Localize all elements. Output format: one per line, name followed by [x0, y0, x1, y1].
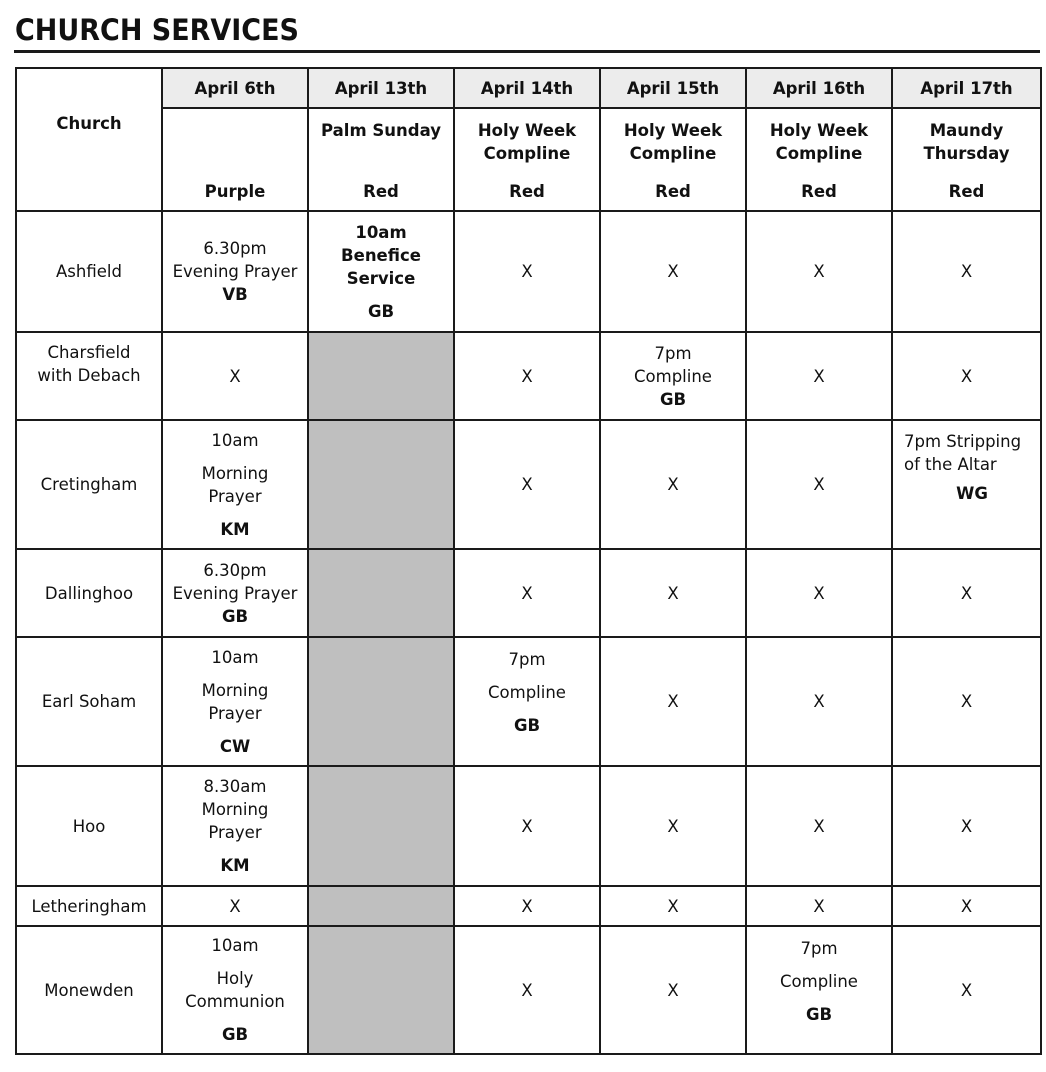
service-leader: GB [367, 301, 395, 321]
table-row [16, 637, 1041, 766]
church-column-header: Church [16, 68, 162, 211]
service-time: 7pm [508, 650, 546, 669]
service-time: 7pm Stripping of the Altar [904, 432, 1022, 474]
service-time: 10am [211, 430, 259, 450]
service-cell [162, 211, 308, 332]
service-time: 8.30am [203, 777, 267, 796]
shaded-cell [308, 420, 454, 549]
services-table [15, 67, 1042, 1055]
service-name: Holy Communion [185, 969, 285, 1011]
shaded-cell [308, 766, 454, 886]
service-leader: KM [220, 519, 250, 539]
liturgical-colour: Purple [204, 182, 266, 201]
church-name: Hoo [16, 766, 162, 886]
shaded-cell [308, 886, 454, 926]
service-time: 6.30pm [203, 239, 267, 258]
service-name: Evening Prayer [172, 262, 298, 281]
date-header-row [16, 68, 1041, 108]
church-name: Earl Soham [16, 637, 162, 766]
no-service-cell: X [162, 886, 308, 926]
service-leader: GB [805, 1005, 833, 1024]
service-leader: VB [222, 285, 248, 304]
service-leader: GB [221, 606, 249, 626]
service-leader: CW [219, 736, 251, 756]
service-name: Morning Prayer [201, 463, 269, 506]
occasion-name: Holy Week Compline [623, 121, 723, 163]
occasion-header [892, 108, 1041, 211]
church-name: Dallinghoo [16, 549, 162, 637]
church-name [16, 332, 162, 420]
occasion-header [746, 108, 892, 211]
date-header: April 6th [162, 68, 308, 108]
service-cell [162, 766, 308, 886]
table-row [16, 766, 1041, 886]
service-name: Morning Prayer [201, 680, 269, 723]
church-name-text: Charsfield with Debach [37, 343, 141, 385]
no-service-cell: X [454, 766, 600, 886]
service-cell [600, 332, 746, 420]
no-service-cell: X [600, 886, 746, 926]
service-cell [454, 637, 600, 766]
no-service-cell: X [746, 211, 892, 332]
shaded-cell [308, 332, 454, 420]
church-name: Cretingham [16, 420, 162, 549]
no-service-cell: X [892, 637, 1041, 766]
table-row [16, 420, 1041, 549]
date-header: April 17th [892, 68, 1041, 108]
no-service-cell: X [892, 886, 1041, 926]
no-service-cell: X [892, 926, 1041, 1054]
no-service-cell: X [892, 211, 1041, 332]
date-header: April 14th [454, 68, 600, 108]
no-service-cell: X [454, 332, 600, 420]
service-time: 6.30pm [203, 560, 267, 580]
liturgical-colour: Red [363, 182, 399, 201]
no-service-cell: X [454, 886, 600, 926]
service-name: Compline [634, 366, 712, 386]
date-header: April 13th [308, 68, 454, 108]
table-row [16, 549, 1041, 637]
occasion-header [454, 108, 600, 211]
service-name: Benefice Service [341, 245, 421, 288]
church-name: Letheringham [16, 886, 162, 926]
service-cell [162, 926, 308, 1054]
service-cell [162, 637, 308, 766]
shaded-cell [308, 926, 454, 1054]
service-leader: WG [956, 484, 988, 503]
no-service-cell: X [600, 549, 746, 637]
service-cell [308, 211, 454, 332]
no-service-cell: X [892, 332, 1041, 420]
date-header: April 16th [746, 68, 892, 108]
occasion-name: Palm Sunday [321, 121, 441, 140]
table-row [16, 926, 1041, 1054]
service-name: Compline [488, 683, 566, 702]
no-service-cell: X [454, 926, 600, 1054]
occasion-header [308, 108, 454, 211]
no-service-cell: X [600, 637, 746, 766]
service-leader: KM [220, 856, 250, 875]
page-title: CHURCH SERVICES [15, 13, 299, 47]
no-service-cell: X [162, 332, 308, 420]
occasion-name: Maundy Thursday [923, 121, 1010, 163]
date-header: April 15th [600, 68, 746, 108]
service-time: 7pm [800, 939, 838, 958]
title-underline [14, 50, 1040, 53]
liturgical-colour: Red [509, 182, 545, 201]
service-name: Compline [780, 972, 858, 991]
no-service-cell: X [600, 420, 746, 549]
no-service-cell: X [600, 766, 746, 886]
service-cell [746, 926, 892, 1054]
service-cell [162, 549, 308, 637]
table-row [16, 211, 1041, 332]
service-name: Morning Prayer [201, 800, 269, 842]
service-time: 10am [211, 647, 259, 667]
service-leader: GB [659, 389, 687, 409]
no-service-cell: X [746, 886, 892, 926]
no-service-cell: X [454, 549, 600, 637]
liturgical-colour: Red [655, 182, 691, 201]
service-leader: GB [513, 716, 541, 735]
shaded-cell [308, 549, 454, 637]
occasion-header [600, 108, 746, 211]
no-service-cell: X [892, 549, 1041, 637]
no-service-cell: X [600, 211, 746, 332]
shaded-cell [308, 637, 454, 766]
no-service-cell: X [746, 549, 892, 637]
no-service-cell: X [600, 926, 746, 1054]
no-service-cell: X [746, 637, 892, 766]
table-row [16, 332, 1041, 420]
service-time: 7pm [654, 343, 692, 363]
church-name: Ashfield [16, 211, 162, 332]
service-time: 10am [355, 222, 407, 242]
no-service-cell: X [746, 766, 892, 886]
service-name: Evening Prayer [172, 583, 298, 603]
no-service-cell: X [746, 420, 892, 549]
occasion-name: Holy Week Compline [769, 121, 869, 163]
occasion-header-row [16, 108, 1041, 211]
table-row [16, 886, 1041, 926]
church-name: Monewden [16, 926, 162, 1054]
service-time: 10am [211, 936, 259, 955]
no-service-cell: X [454, 211, 600, 332]
no-service-cell: X [454, 420, 600, 549]
no-service-cell: X [892, 766, 1041, 886]
occasion-name [163, 109, 307, 119]
occasion-name: Holy Week Compline [477, 121, 577, 163]
service-cell [892, 420, 1041, 549]
service-leader: GB [221, 1025, 249, 1044]
liturgical-colour: Red [801, 182, 837, 201]
liturgical-colour: Red [948, 182, 985, 201]
service-cell [162, 420, 308, 549]
no-service-cell: X [746, 332, 892, 420]
occasion-header [162, 108, 308, 211]
